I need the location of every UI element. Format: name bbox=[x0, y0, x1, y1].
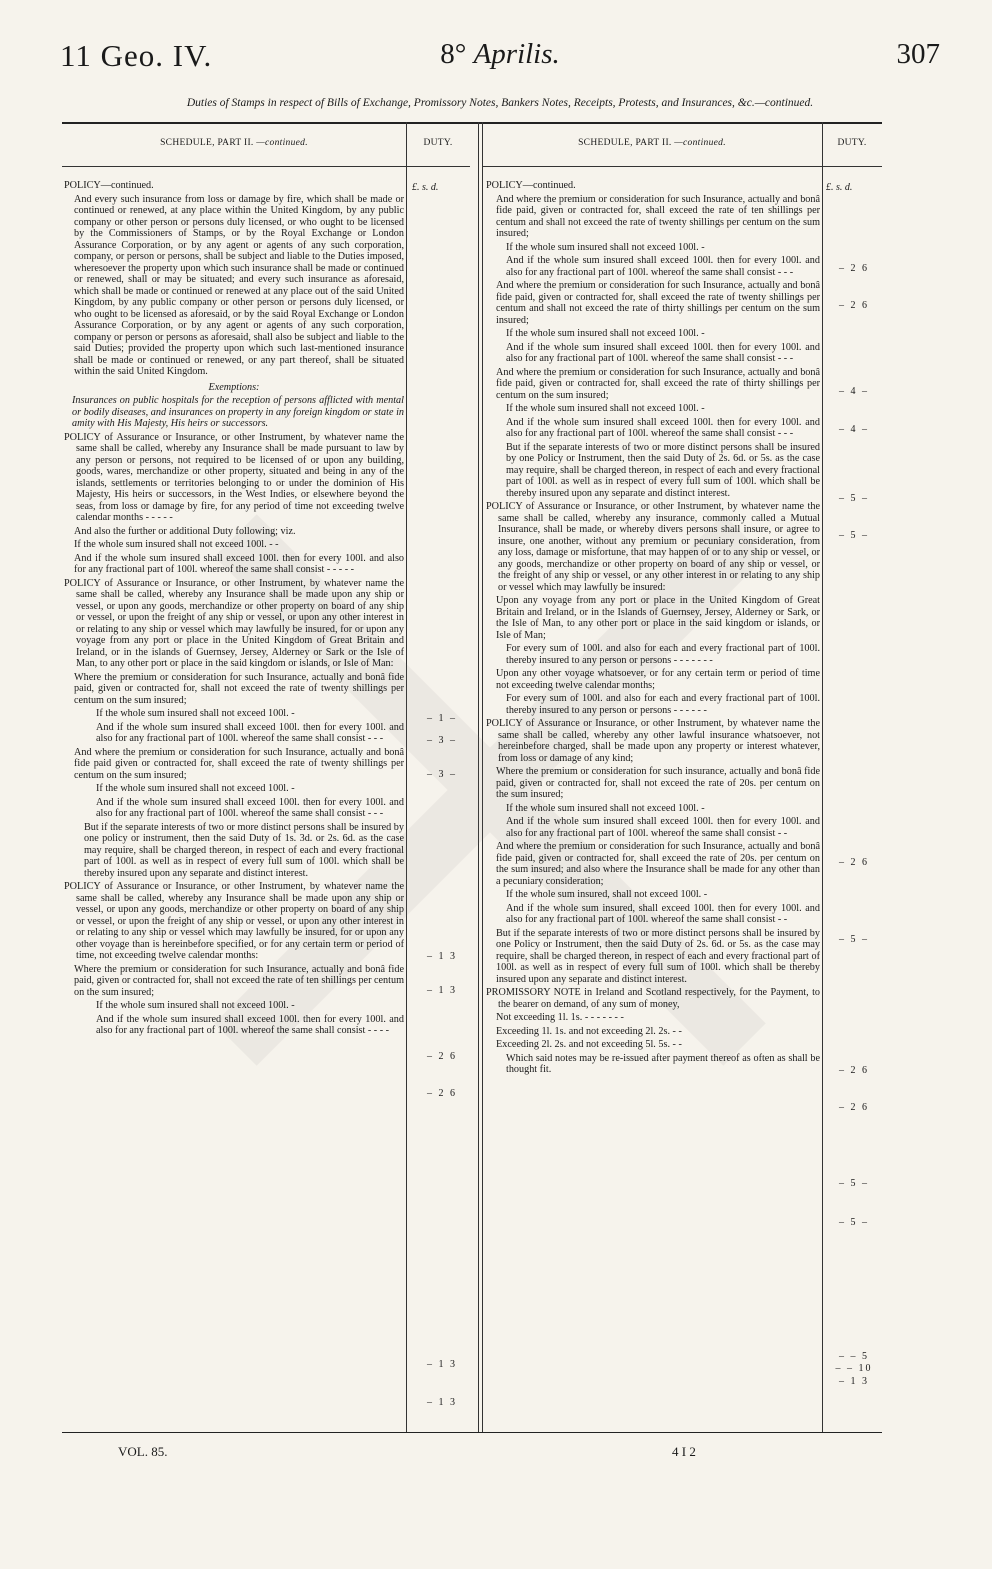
duty-amount: – 4 – bbox=[839, 424, 869, 435]
schedule-paragraph: POLICY—continued. bbox=[486, 180, 576, 191]
column-divider bbox=[482, 122, 483, 1432]
duty-amount: – 3 – bbox=[427, 735, 457, 746]
schedule-paragraph: And where the premium or consideration for such Insurance, actually and bonâ fide paid, given or contracted for, shall exceed the rate of 20s. per centum on the sum insured; and also where the Insurance shall be made for any other than a pecuniary consideration; bbox=[496, 841, 820, 887]
date-word: Aprilis. bbox=[473, 38, 560, 70]
left-column-heading bbox=[62, 138, 406, 148]
schedule-paragraph: Exceeding 2l. 2s. and not exceeding 5l. 5s. - - bbox=[496, 1039, 682, 1050]
duty-amount: – 5 – bbox=[839, 1217, 869, 1228]
schedule-paragraph: And if the whole sum insured shall exceed 100l. then for every 100l. and also for any fractional part of 100l. whereof the same shall consist - - - bbox=[96, 796, 404, 819]
schedule-paragraph: Upon any voyage from any port or place in the United Kingdom of Great Britain and Ireland, or in the Islands of Guernsey, Jersey, Alderney or Sark, or the Isle of Man, to any other port or place in the said kingdom or islands, or Isle of Man; bbox=[496, 595, 820, 641]
duty-amount: – 5 – bbox=[839, 934, 869, 945]
schedule-paragraph: POLICY of Assurance or Insurance, or other Instrument, by whatever name the same shall be called, whereby any other lawful insurance whatsoever, not hereinbefore charged, shall be made upon any property or interest whatever, from loss or damage of any kind; bbox=[486, 718, 820, 764]
heading-rule-left bbox=[62, 166, 470, 167]
duty-amount: – 2 6 bbox=[839, 263, 869, 274]
schedule-paragraph: But if the separate interests of two or more distinct persons shall be insured by one Policy or Instrument, then the said Duty of 2s. 6d. or 5s. as the case may require, shall be charged thereon, in respect of each and every fractional part of 100l. as well as in respect of every full sum of 100l. which shall be thereby insured upon any separate and distinct interest. bbox=[496, 927, 820, 985]
duty-amount: – 2 6 bbox=[839, 1102, 869, 1113]
right-duty-heading: DUTY. bbox=[837, 138, 867, 148]
schedule-paragraph: And if the whole sum insured shall exceed 100l. then for every 100l. and also for any fractional part of 100l. whereof the same shall consist - - - bbox=[506, 255, 820, 278]
duty-amount: – 1 3 bbox=[427, 985, 457, 996]
schedule-paragraph: For every sum of 100l. and also for each and every fractional part of 100l. thereby insured to any person or persons - - - - - - bbox=[506, 693, 820, 716]
duty-amount: – – 10 bbox=[835, 1363, 873, 1374]
volume-label: VOL. 85. bbox=[118, 1444, 168, 1459]
schedule-paragraph: If the whole sum insured shall not exceed 100l. - bbox=[96, 783, 295, 794]
schedule-paragraph: And if the whole sum insured shall exceed 100l. then for every 100l. and also for any fractional part of 100l. whereof the same shall consist - - bbox=[506, 816, 820, 839]
schedule-label: SCHEDULE, PART II. bbox=[160, 138, 254, 148]
continued-label: —continued. bbox=[256, 138, 308, 148]
duty-amount: – 2 6 bbox=[427, 1051, 457, 1062]
schedule-paragraph: But if the separate interests of two or more distinct persons shall be insured by one policy or instrument, then the said Duty of 1s. 3d. or 2s. 6d. as the case may require, shall be charged thereon, in respect of each and every fractional part of 100l. as well as in respect of every full sum of 100l. which shall be thereby insured upon any separate and distinct interest. bbox=[84, 821, 404, 879]
schedule-paragraph: And if the whole sum insured shall exceed 100l. then for every 100l. and also for any fractional part of 100l. whereof the same shall consist - - - - bbox=[96, 1013, 404, 1036]
page-subtitle: Duties of Stamps in respect of Bills of Exchange, Promissory Notes, Bankers Notes, Receipts, Protests, and Insurances, &c.—continued. bbox=[186, 97, 814, 109]
schedule-paragraph: POLICY of Assurance or Insurance, or other Instrument, by whatever name the same shall be called, whereby any Insurance shall be made upon any ship or vessel, or upon any goods, merchandize or other property on board of any ship or vessel, or upon the freight of any ship or vessel, or upon any other interest in or relating to any ship or vessel which may lawfully be insured, for or upon any voyage from any port or place in the United Kingdom of Great Britain and Ireland, or in the islands of Guernsey, Jersey, Alderney or Sark or the Isle of Man, to any other port or place in the said kingdom or islands, or Isle of Man: bbox=[64, 577, 404, 669]
schedule-paragraph: If the whole sum insured shall not exceed 100l. - bbox=[506, 802, 705, 814]
duty-amount: – 5 – bbox=[839, 1178, 869, 1189]
duty-amount: – 2 6 bbox=[427, 1088, 457, 1099]
running-header bbox=[60, 38, 940, 78]
schedule-paragraph: Which said notes may be re-issued after payment thereof as often as shall be thought fit. bbox=[506, 1052, 820, 1075]
schedule-paragraph: Exemptions: bbox=[208, 381, 260, 393]
duty-amount: – 2 6 bbox=[839, 1065, 869, 1076]
schedule-paragraph: And where the premium or consideration for such Insurance, actually and bonâ fide paid, given or contracted for, shall exceed the rate of ten shillings per centum and shall not exceed the rate of twenty shillings per centum on the sum insured; bbox=[496, 193, 820, 239]
schedule-paragraph: And if the whole sum insured, shall exceed 100l. then for every 100l. and also for any fractional part of 100l. whereof the same shall consist - - bbox=[506, 902, 820, 925]
duty-amount: – 1 3 bbox=[427, 1397, 457, 1408]
duty-amount: – 2 6 bbox=[839, 857, 869, 868]
duty-amount: – 5 – bbox=[839, 493, 869, 504]
schedule-paragraph: Insurances on public hospitals for the reception of persons afflicted with mental or bodily diseases, and insurances on property in any foreign kingdom or state in amity with His Majesty, His heirs or successors. bbox=[72, 395, 404, 429]
schedule-paragraph: And where the premium or consideration for such Insurance, actually and bonâ fide paid, given or contracted for, shall exceed the rate of twenty shillings per centum and shall not exceed the rate of thirty shillings per centum on the sum insured; bbox=[496, 280, 820, 326]
page-number: 307 bbox=[896, 38, 940, 70]
schedule-paragraph: If the whole sum insured shall not exceed 100l. - bbox=[96, 708, 295, 719]
schedule-paragraph: Where the premium or consideration for such Insurance, actually and bonâ fide paid, given or contracted for, shall not exceed the rate of twenty shillings per centum on the sum insured; bbox=[74, 671, 404, 706]
duty-amount: – 5 – bbox=[839, 530, 869, 541]
signature-mark: 4 I 2 bbox=[672, 1444, 696, 1459]
lsd-heading-left: £. s. d. bbox=[412, 182, 439, 193]
schedule-paragraph: Where the premium or consideration for such insurance, actually and bonâ fide paid, given or contracted for, shall not exceed the rate of 20s. per centum on the sum insured; bbox=[496, 766, 820, 800]
schedule-paragraph: Where the premium or consideration for such Insurance, actually and bonâ fide paid, given or contracted for, shall not exceed the rate of ten shillings per centum on the sum insured; bbox=[74, 963, 405, 998]
session-date bbox=[60, 38, 940, 71]
right-column-heading bbox=[482, 138, 822, 148]
schedule-paragraph: And every such insurance from loss or damage by fire, which shall be made or continued or renewed, at any place within the United Kingdom, by any public company or other person or persons duly licensed, or who ought to be licensed by the Commissioners of Stamps, or by the Royal Exchange or London Assurance Corporation, or by any agent or agents of any such corporation, company, or person or persons, shall be subject and liable to the Duties imposed, wheresoever the property upon which such insurance shall be made or continued or renewed, shall or may be situated; and every such insurance as aforesaid, which shall be made or continued or renewed at any place out of the said United Kingdom, by any public company or other person or persons duly licensed, or who ought to be licensed as aforesaid, or by the said Royal Exchange or London Assurance Corporation, or by any agent or agents of any such corporation, company or person or persons as aforesaid, shall also be subject and liable to the said Duties; provided the property upon which such last-mentioned insurance shall be made or continued or renewed, or any part thereof, shall be situated within the said United Kingdom. bbox=[74, 193, 404, 377]
schedule-paragraph: POLICY of Assurance or Insurance, or other Instrument, by whatever name the same shall be called, whereby any Insurance shall be made upon any ship or vessel, or upon any goods, merchandize or other property on board of any ship or vessel, or upon the freight of any ship or vessel, or upon any other interest in or relating to any ship or vessel which may lawfully be insured, for or upon any other voyage than is hereinbefore specified, or for any certain term or period of time, not exceeding twelve calendar months: bbox=[64, 881, 404, 961]
schedule-paragraph: For every sum of 100l. and also for each and every fractional part of 100l. thereby insured to any person or persons - - - - - - - bbox=[506, 643, 820, 666]
duty-amount: – 1 3 bbox=[839, 1376, 869, 1387]
column-divider bbox=[822, 122, 823, 1432]
left-column-text bbox=[64, 180, 404, 1039]
schedule-paragraph: And if the whole sum insured shall exceed 100l. then for every 100l. and also for any fractional part of 100l. whereof the same shall consist - - - bbox=[506, 341, 820, 364]
schedule-paragraph: And where the premium or consideration for such Insurance, actually and bonâ fide paid, given or contracted for, shall exceed the rate of thirty shillings per centum on the sum insured; bbox=[496, 366, 820, 401]
schedule-paragraph: And where the premium or consideration for such Insurance, actually and bonâ fide paid given or contracted for, shall exceed the rate of twenty shillings per centum on the sum insured; bbox=[74, 746, 404, 781]
date-prefix: 8° bbox=[440, 38, 467, 70]
schedule-paragraph: If the whole sum insured shall not exceed 100l. - bbox=[506, 241, 705, 253]
schedule-paragraph: And also the further or additional Duty following; viz. bbox=[74, 525, 296, 537]
duty-amount: – 1 3 bbox=[427, 1359, 457, 1370]
schedule-paragraph: PROMISSORY NOTE in Ireland and Scotland respectively, for the Payment, to the bearer on demand, of any sum of money, bbox=[486, 987, 820, 1010]
schedule-paragraph: Upon any other voyage whatsoever, or for any certain term or period of time not exceeding twelve calendar months; bbox=[496, 668, 820, 691]
regnal-year: 11 Geo. IV. bbox=[60, 38, 213, 73]
schedule-paragraph: And if the whole sum insured shall exceed 100l. then for every 100l. and also for any fractional part of 100l. whereof the same shall consist - - - bbox=[506, 416, 820, 439]
right-column-text bbox=[486, 180, 820, 1078]
duty-amount: – 1 3 bbox=[427, 951, 457, 962]
schedule-paragraph: If the whole sum insured, shall not exceed 100l. - bbox=[506, 889, 708, 900]
schedule-paragraph: POLICY of Assurance or Insurance, or other Instrument, by whatever name the same shall be called, whereby any Insurance shall be made pursuant to law by any person or persons, not required to be licensed of or upon any building, goods, wares, merchandize or other property, situated and being in any of the islands, settlements or territories belonging to or under the dominion of His Majesty, His heirs or successors, in the West Indies, or elsewhere beyond the seas, from loss or damage by fire, for any period of time not exceeding twelve calendar months - - - - - bbox=[64, 431, 404, 523]
schedule-paragraph: POLICY—continued. bbox=[64, 180, 154, 191]
schedule-label: SCHEDULE, PART II. bbox=[578, 138, 672, 148]
column-divider bbox=[406, 122, 407, 1432]
duty-amount: – 4 – bbox=[839, 386, 869, 397]
duty-amount: – 3 – bbox=[427, 769, 457, 780]
schedule-paragraph: If the whole sum insured shall not exceed 100l. - bbox=[506, 328, 705, 339]
lsd-heading-right: £. s. d. bbox=[826, 182, 853, 193]
schedule-paragraph: And if the whole sum insured shall exceed 100l. then for every 100l. and also for any fractional part of 100l. whereof the same shall consist - - - bbox=[96, 721, 404, 744]
duty-amount: – – 5 bbox=[839, 1351, 869, 1362]
schedule-paragraph: Not exceeding 1l. 1s. - - - - - - - bbox=[496, 1012, 624, 1023]
schedule-paragraph: If the whole sum insured shall not exceed 100l. - - bbox=[74, 539, 279, 550]
schedule-paragraph: POLICY of Assurance or Insurance, or other Instrument, by whatever name the same shall be called, whereby any insurance, commonly called a Mutual Insurance, shall be made, or whereby divers persons shall insure, or agree to insure, one another, without any premium or pecuniary consideration, from any loss, damage or misfortune, that may happen of or to any ship or vessel, or any goods, merchandize or other property on board of any ship or vessel, or the freight of any ship or vessel, or any other interest in or relating to any ship or vessel which may lawfully be insured: bbox=[486, 501, 820, 593]
duty-amount: – 2 6 bbox=[839, 300, 869, 311]
schedule-paragraph: If the whole sum insured shall not exceed 100l. - bbox=[506, 403, 705, 414]
schedule-paragraph: But if the separate interests of two or more distinct persons shall be insured by one Policy or Instrument, then the said Duty of 2s. 6d. or 5s. as the case may require, shall be charged thereon, in respect of each and every fractional part of 100l. as well as in respect of every full sum of 100l. which shall be thereby insured upon any separate and distinct interest. bbox=[506, 441, 820, 499]
schedule-paragraph: Exceeding 1l. 1s. and not exceeding 2l. 2s. - - bbox=[496, 1025, 682, 1037]
duty-amount: – 1 – bbox=[427, 713, 457, 724]
left-duty-heading: DUTY. bbox=[423, 138, 453, 148]
schedule-paragraph: And if the whole sum insured shall exceed 100l. then for every 100l. and also for any fractional part of 100l. whereof the same shall consist - - - - - bbox=[74, 552, 404, 575]
column-divider bbox=[478, 122, 479, 1432]
schedule-paragraph: If the whole sum insured shall not exceed 100l. - bbox=[96, 1000, 295, 1011]
continued-label: —continued. bbox=[674, 138, 726, 148]
